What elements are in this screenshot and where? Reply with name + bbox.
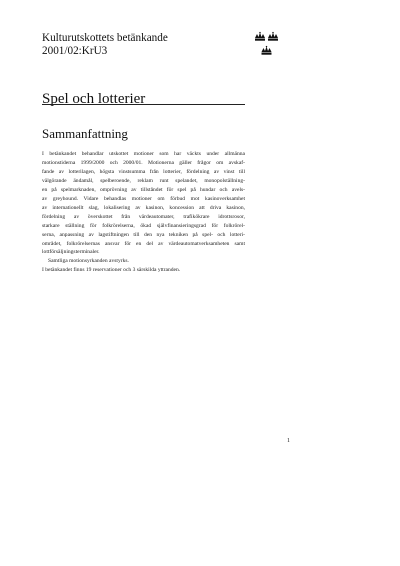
text-line: fande av lotterilagen, högsta vinstsumma från lotterier, fördelning av vinst till [42, 168, 245, 175]
text-line: lottförsäljningsterminaler. [42, 249, 100, 256]
text-line: av greyhound. Vidare behandlas motioner om förbud mot kasinoverksamhet [42, 195, 245, 202]
text-line: I betänkandet behandlar utskottet motioner som har väckts under allmänna [42, 151, 245, 157]
document-header [42, 32, 168, 58]
text-line: fördelning av överskottet från värdeautomater, trafikökrare idrottsrosor, [42, 213, 245, 220]
summary-body [42, 150, 245, 275]
title-divider [42, 104, 245, 105]
text-line: av internationellt slag, lokalisering av kasinon, koncession att driva kasinon, [42, 204, 245, 211]
text-line: serna, anpassning av lagstiftningen till den nya tekniken på spel- och lotteri- [42, 231, 245, 238]
section-heading: Sammanfattning [42, 126, 128, 141]
committee-report-title: Kulturutskottets betänkande [42, 32, 168, 44]
summary-paragraph-3: I betänkandet finns 19 reservationer och 3 särskilda yttranden. [42, 267, 181, 274]
text-line: starkare ställning för folkrörelserna, ökad självfinansieringsgrad för folkrörel- [42, 222, 245, 229]
text-line: området, folkrörelsernas ansvar för en del av värdeautomatverksamheten samt [42, 240, 245, 247]
text-line: välgörande ändamål, spelberoende, reklam runt spelandet, monopolställning- [42, 177, 245, 184]
text-line: en på spelmarknaden, omprövning av tillståndet för spel på hundar och avels- [42, 186, 245, 193]
page-number: 1 [287, 438, 290, 444]
summary-paragraph-1 [42, 150, 245, 257]
text-line: motionstiderna 1999/2000 och 2000/01. Motionerna gäller frågor om avskaf- [42, 159, 245, 166]
summary-paragraph-2: Samtliga motionsyrkanden avstyrks. [48, 258, 129, 265]
document-title: Spel och lotterier [42, 91, 146, 107]
three-crowns-icon [254, 31, 280, 59]
report-number: 2001/02:KrU3 [42, 45, 108, 57]
